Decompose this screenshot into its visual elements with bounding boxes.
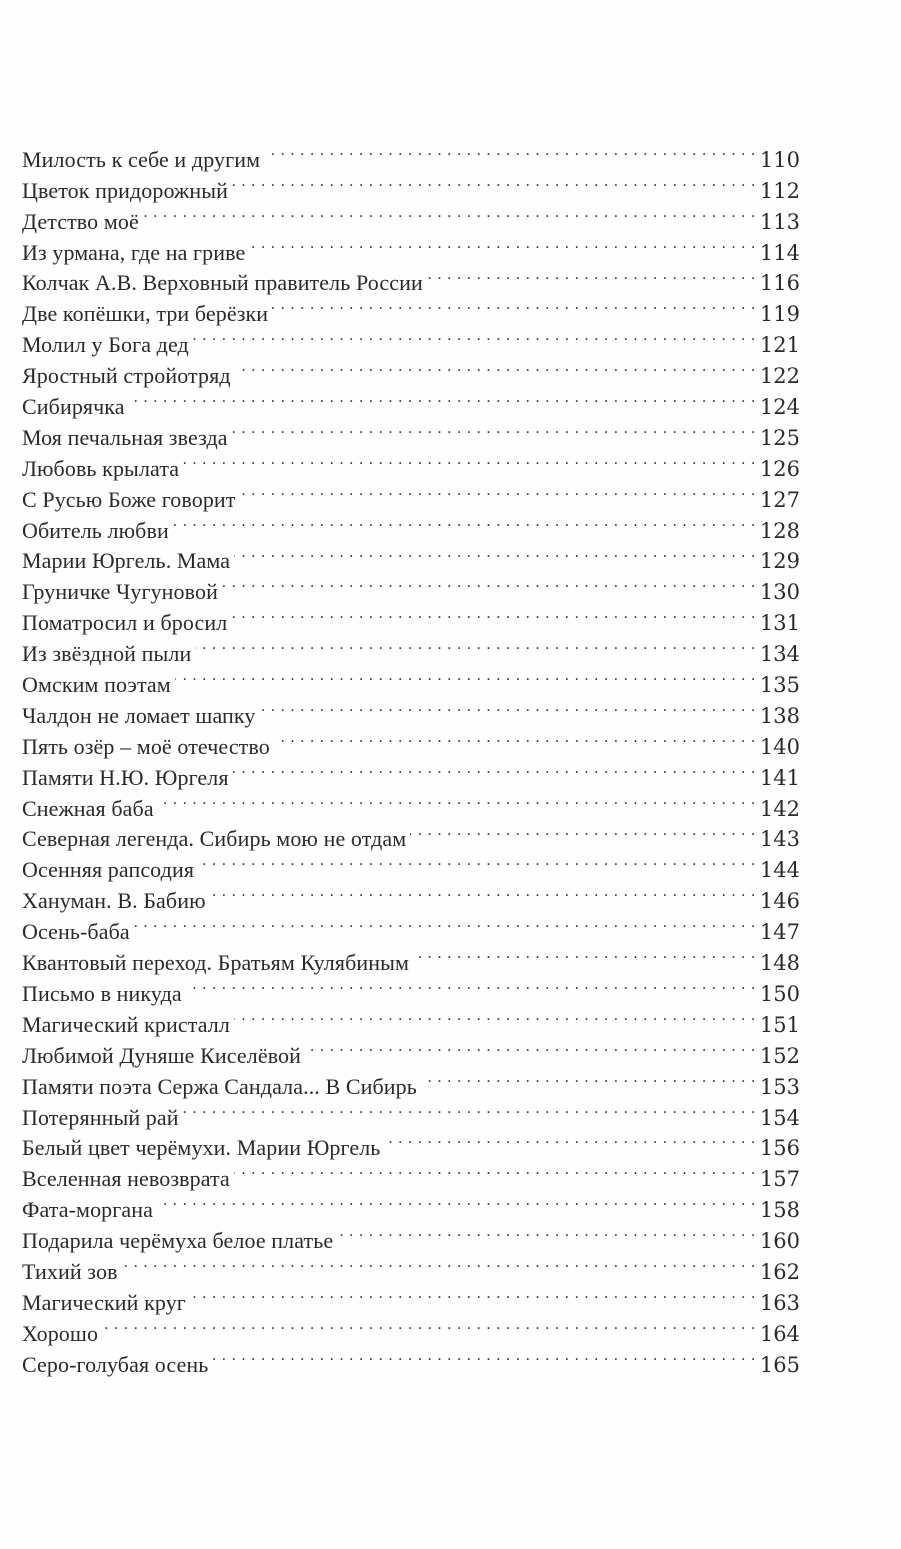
toc-entry-page: 162 — [759, 1259, 800, 1284]
toc-entry-page: 150 — [759, 981, 800, 1006]
toc-entry-title: Груничке Чугуновой — [22, 579, 218, 605]
toc-entry-page: 156 — [759, 1136, 800, 1161]
toc-entry-page: 148 — [759, 951, 800, 976]
toc-entry-title: Поматросил и бросил — [22, 610, 228, 636]
dot-leader — [183, 1094, 756, 1125]
dot-leader — [413, 939, 756, 970]
dot-leader — [190, 1279, 756, 1310]
dot-leader — [427, 260, 756, 291]
dot-leader — [264, 136, 756, 167]
toc-entry-title: Марии Юргель. Мама — [22, 548, 231, 574]
toc-entry-page: 152 — [759, 1043, 800, 1068]
toc-entry-page: 126 — [759, 456, 800, 481]
dot-leader — [234, 538, 756, 569]
toc-entry-title: Колчак А.В. Верховный правитель России — [22, 270, 423, 296]
toc-entry-page: 163 — [759, 1290, 800, 1315]
toc-entry-title: Вселенная невозврата — [22, 1166, 230, 1192]
toc-entry-title: Фата-моргана — [22, 1197, 153, 1223]
toc-entry — [22, 383, 800, 420]
toc-entry-page: 135 — [759, 673, 800, 698]
toc-entry — [22, 1248, 800, 1284]
toc-entry-title: Из урмана, где на гриве — [22, 239, 246, 265]
dot-leader — [212, 1341, 756, 1372]
dot-leader — [240, 476, 756, 507]
toc-entry-title: Любимой Дуняше Киселёвой — [22, 1042, 302, 1068]
dot-leader — [183, 445, 756, 476]
toc-entry-page: 122 — [759, 364, 800, 389]
dot-leader — [410, 816, 756, 847]
toc-entry-title: Северная легенда. Сибирь мою не отдам — [22, 826, 407, 852]
toc-entry-page: 128 — [759, 518, 800, 543]
toc-entry-title: Пять озёр – моё отечество — [22, 733, 270, 759]
toc-entry-page: 157 — [759, 1167, 800, 1192]
toc-entry-title: Моя печальная звезда — [22, 424, 228, 450]
toc-entry-page: 125 — [759, 425, 800, 450]
toc-entry-title: Сибирячка — [22, 394, 125, 420]
dot-leader — [234, 1001, 756, 1032]
dot-leader — [210, 877, 756, 908]
toc-entry-title: Молил у Бога дед — [22, 332, 189, 358]
toc-entry-title: Яростный стройотряд — [22, 363, 231, 389]
toc-entry-page: 138 — [759, 703, 800, 728]
toc-entry-page: 144 — [759, 858, 800, 883]
toc-entry-page: 113 — [759, 209, 800, 234]
toc-entry-title: Квантовый переход. Братьям Кулябиным — [22, 950, 410, 976]
toc-entry-title: Из звёздной пыли — [22, 641, 192, 667]
dot-leader — [158, 785, 756, 816]
toc-entry — [22, 1341, 800, 1377]
dot-leader — [249, 229, 756, 260]
dot-leader — [134, 908, 756, 939]
toc-entry-page: 147 — [759, 920, 800, 945]
toc-entry-page: 164 — [759, 1321, 800, 1346]
dot-leader — [129, 383, 756, 414]
toc-entry-title: Обитель любви — [22, 517, 169, 543]
toc-entry-title: Памяти поэта Сержа Сандала... В Сибирь — [22, 1073, 417, 1099]
toc-entry-title: Белый цвет черёмухи. Марии Юргель — [22, 1135, 381, 1161]
dot-leader — [173, 507, 756, 538]
dot-leader — [274, 723, 756, 754]
dot-leader — [198, 846, 756, 877]
toc-entry-title: Цветок придорожный — [22, 177, 228, 203]
toc-entry-page: 154 — [759, 1105, 800, 1130]
toc-entry-page: 130 — [759, 580, 800, 605]
dot-leader — [421, 1063, 756, 1094]
toc-entry-page: 158 — [759, 1198, 800, 1223]
dot-leader — [233, 754, 756, 785]
dot-leader — [143, 198, 756, 229]
toc-entry-title: Письмо в никуда — [22, 980, 182, 1006]
toc-entry-title: Омским поэтам — [22, 672, 171, 698]
toc-entry-title: Подарила черёмуха белое платье — [22, 1228, 334, 1254]
dot-leader — [193, 321, 756, 352]
toc-entry-title: Две копёшки, три берёзки — [22, 301, 269, 327]
dot-leader — [175, 661, 756, 692]
toc-entry-title: Чалдон не ломает шапку — [22, 702, 256, 728]
dot-leader — [337, 1217, 756, 1248]
toc-entry — [22, 908, 800, 945]
toc-entry-page: 140 — [759, 734, 800, 759]
toc-entry — [22, 136, 800, 172]
toc-entry-page: 143 — [759, 827, 800, 852]
toc-entry-page: 151 — [759, 1012, 800, 1037]
dot-leader — [222, 568, 756, 599]
toc-entry-title: С Русью Боже говорит — [22, 486, 236, 512]
dot-leader — [232, 167, 756, 198]
dot-leader — [235, 352, 756, 383]
toc-entry-title: Магический кристалл — [22, 1011, 230, 1037]
toc-entry-page: 110 — [759, 147, 800, 172]
toc-entry-page: 127 — [759, 487, 800, 512]
toc-entry-title: Памяти Н.Ю. Юргеля — [22, 764, 229, 790]
toc-entry-page: 124 — [759, 395, 800, 420]
toc-entry-title: Снежная баба — [22, 795, 154, 821]
toc-entry-page: 153 — [759, 1074, 800, 1099]
dot-leader — [305, 1032, 756, 1063]
toc-entry-title: Любовь крылата — [22, 455, 180, 481]
toc-entry — [22, 1279, 800, 1315]
toc-entry-page: 165 — [759, 1352, 800, 1377]
toc-entry-page: 141 — [759, 765, 800, 790]
toc-entry-page: 121 — [759, 333, 800, 358]
dot-leader — [272, 290, 756, 321]
dot-leader — [157, 1186, 756, 1217]
dot-leader — [234, 1155, 756, 1186]
dot-leader — [259, 692, 756, 723]
dot-leader — [195, 630, 756, 661]
toc-entry-title: Детство моё — [22, 208, 139, 234]
toc-entry-page: 134 — [759, 642, 800, 667]
toc-entry-title: Магический круг — [22, 1289, 186, 1315]
toc-entry-page: 119 — [759, 302, 800, 327]
toc-entry-page: 116 — [759, 271, 800, 296]
dot-leader — [186, 970, 756, 1001]
toc-entry — [22, 1310, 800, 1346]
toc-entry-page: 142 — [759, 796, 800, 821]
toc-entry-page: 129 — [759, 549, 800, 574]
toc-entry-page: 112 — [759, 178, 800, 203]
dot-leader — [384, 1125, 756, 1156]
toc-entry-title: Хорошо — [22, 1320, 99, 1346]
toc-entry — [22, 939, 800, 976]
toc-entry-page: 131 — [759, 611, 800, 636]
toc-entry-title: Осень-баба — [22, 919, 130, 945]
toc-entry — [22, 414, 800, 450]
dot-leader — [231, 599, 756, 630]
toc-entry-title: Серо-голубая осень — [22, 1351, 209, 1377]
toc-entry-title: Осенняя рапсодия — [22, 857, 195, 883]
table-of-contents — [22, 136, 800, 1377]
toc-entry-page: 160 — [759, 1229, 800, 1254]
toc-entry-title: Милость к себе и другим — [22, 146, 261, 172]
dot-leader — [122, 1248, 756, 1279]
toc-entry-title: Потерянный рай — [22, 1104, 179, 1130]
toc-entry-page: 146 — [759, 889, 800, 914]
toc-entry-title: Тихий зов — [22, 1258, 118, 1284]
dot-leader — [102, 1310, 756, 1341]
dot-leader — [232, 414, 756, 445]
toc-entry-title: Хануман. В. Бабию — [22, 888, 206, 914]
toc-entry-page: 114 — [759, 240, 800, 265]
